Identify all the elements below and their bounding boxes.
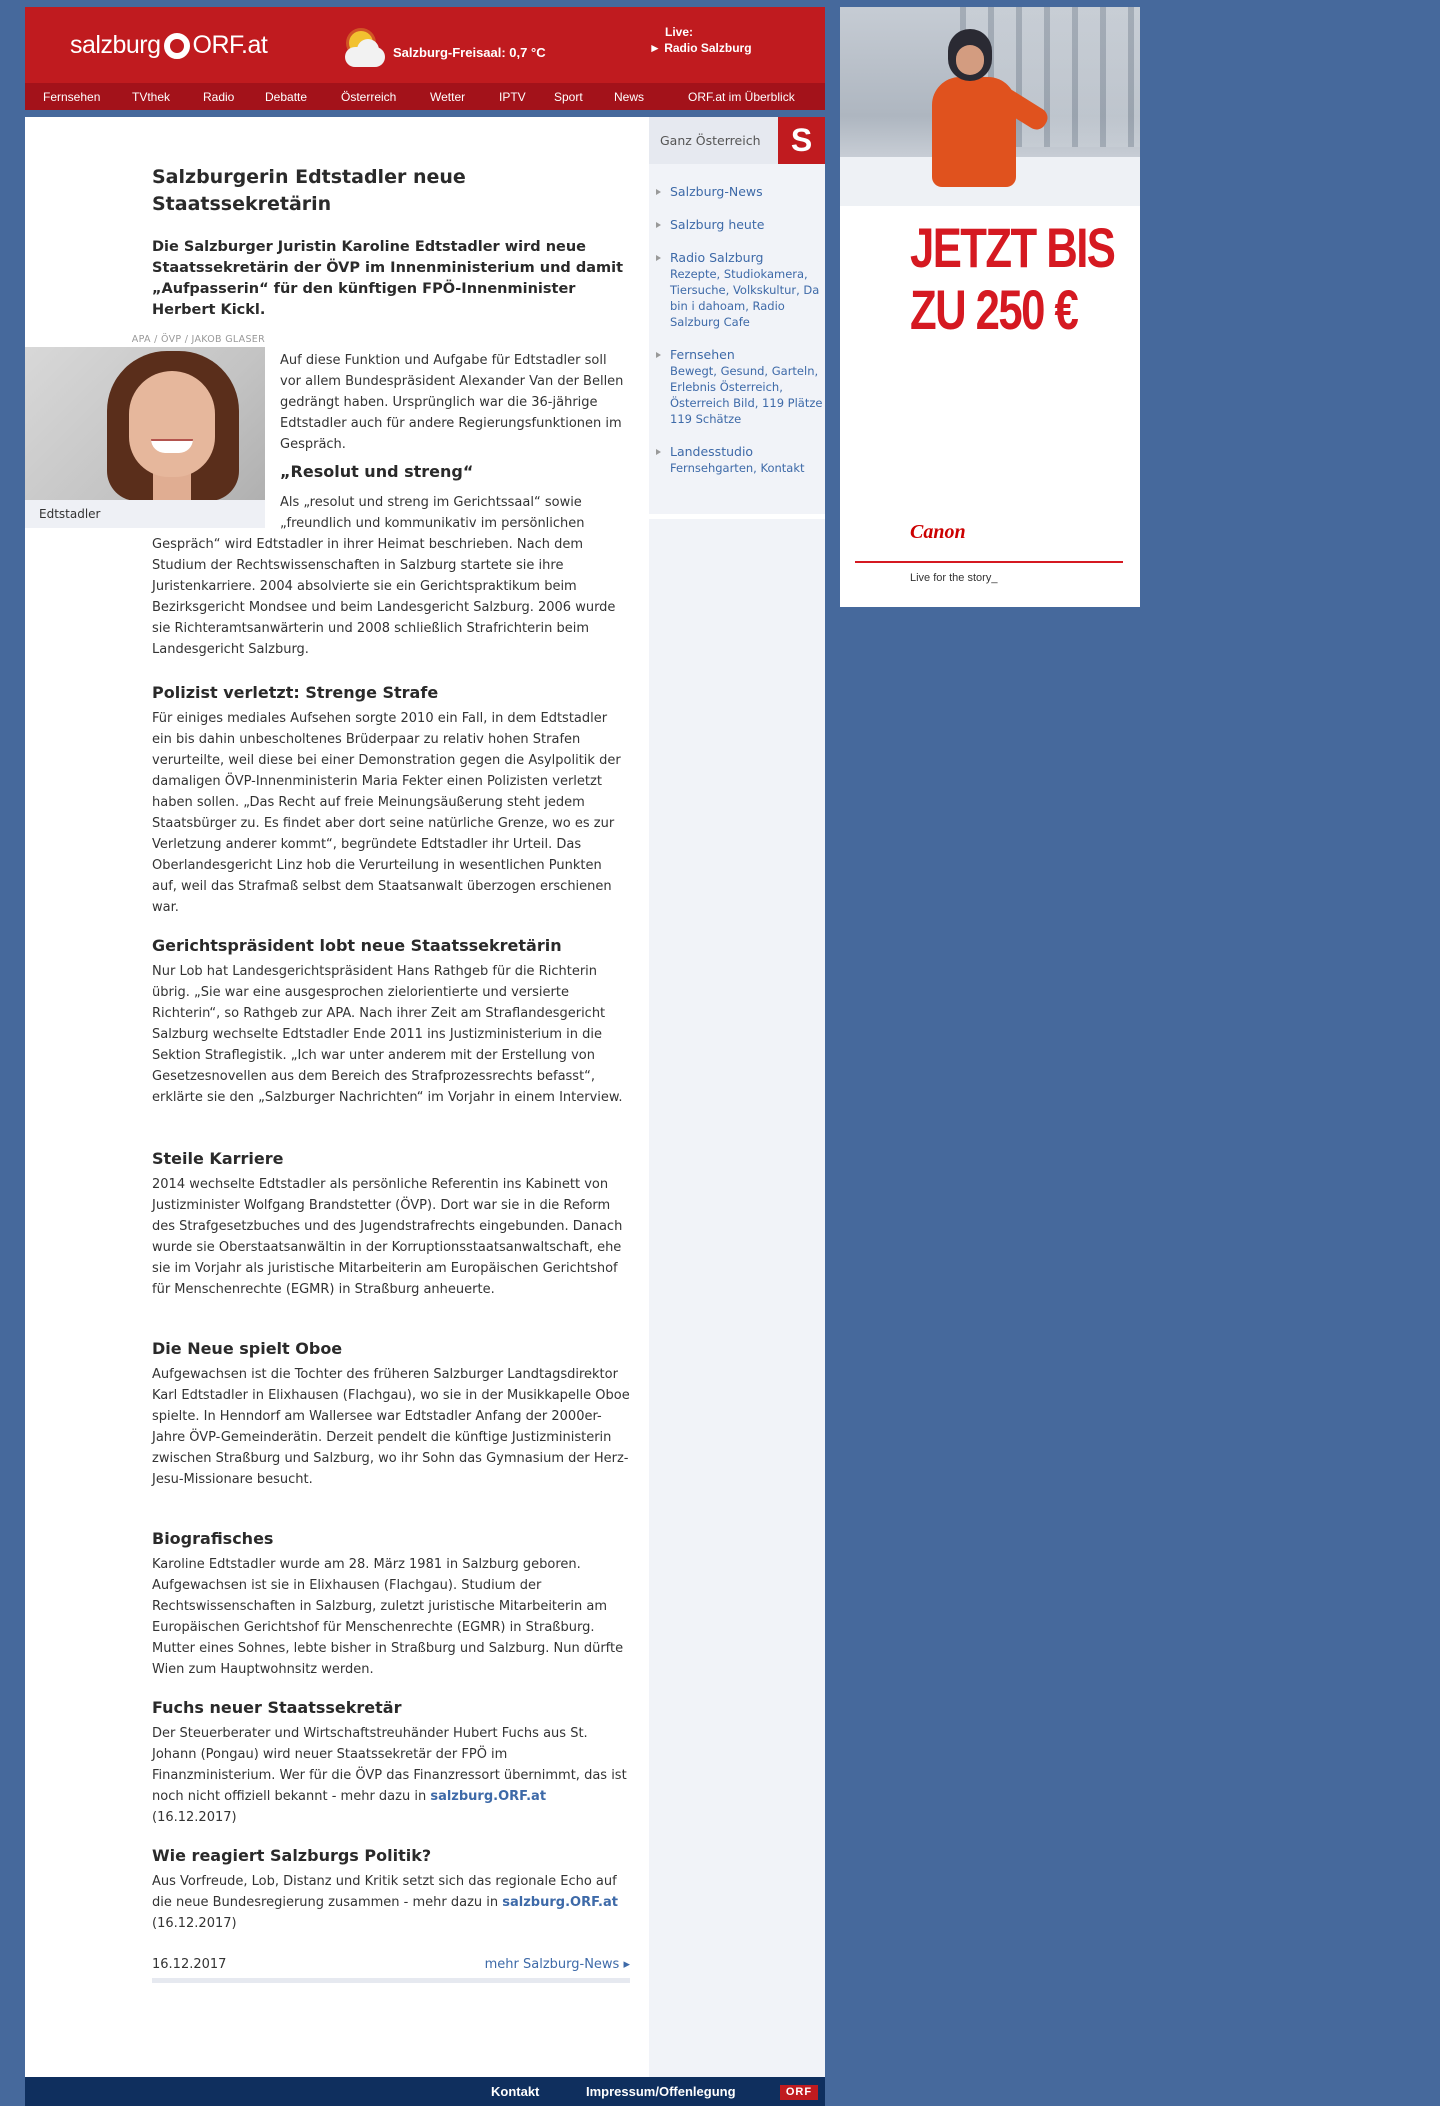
section-text-fuchs-content: Der Steuerberater und Wirtschaftstreuhänder Hubert Fuchs aus St. Johann (Pongau) wird neuer Staatssekretär der FPÖ im Finanzministerium. Wer für die ÖVP das Finanzressort übernimmt, das ist noch nicht offiziell bekannt - mehr dazu in bbox=[152, 1726, 627, 1804]
section-title-biografisches: Biografisches bbox=[152, 1529, 274, 1548]
section-text-oboe: Aufgewachsen ist die Tochter des früheren Salzburger Landtagsdirektor Karl Edtstadler in Elixhausen (Flachgau), wo sie in der Musikkapelle Oboe spielte. In Henndorf am Wallersee war Edtstadler Anfang der 2000er-Jahre ÖVP-Gemeinderätin. Derzeit pendelt die künftige Justizministerin zwischen Straßburg und Salzburg, wo ihr Sohn das Gymnasium der Herz-Jesu-Missionare besucht. bbox=[152, 1367, 630, 1487]
section-text-fuchs bbox=[152, 1723, 630, 1828]
section-text-steile-karriere: 2014 wechselte Edtstadler als persönliche Referentin ins Kabinett von Justizminister Wolfgang Brandstetter (ÖVP). Dort war sie in die Reform des Strafgesetzbuches und des Jugendstrafrechts eingebunden. Danach wurde sie Oberstaatsanwältin in der Korruptionsstaatsanwaltschaft, ehe sie im Vorjahr als juristische Mitarbeiterin am Europäischen Gerichtshof für Menschenrechte (EGMR) in Straßburg anheuerte. bbox=[152, 1177, 623, 1297]
section-title-polizist: Polizist verletzt: Strenge Strafe bbox=[152, 683, 439, 702]
main-nav bbox=[25, 83, 825, 110]
nav-item-radio[interactable]: Radio bbox=[203, 90, 235, 104]
sidebar-item-sub[interactable]: Bewegt, Gesund, Garteln, Erlebnis Österreich, Österreich Bild, 119 Plätze 119 Schätze bbox=[670, 364, 823, 426]
sidebar-item-title[interactable]: Salzburg heute bbox=[670, 217, 765, 232]
sidebar-item-fernsehen[interactable] bbox=[649, 347, 825, 427]
logo-suffix: ORF.at bbox=[192, 31, 268, 59]
nav-item-debatte[interactable]: Debatte bbox=[265, 90, 308, 104]
sidebar-item-title[interactable]: Salzburg-News bbox=[670, 184, 763, 199]
nav-item-tvthek[interactable]: TVthek bbox=[132, 90, 171, 104]
section-text-politik bbox=[152, 1871, 630, 1934]
section-title-resolut: „Resolut und streng“ bbox=[280, 462, 474, 481]
section-date: (16.12.2017) bbox=[152, 1810, 237, 1825]
more-news-link[interactable]: mehr Salzburg-News ▸ bbox=[484, 1957, 630, 1972]
section-text-polizist: Für einiges mediales Aufsehen sorgte 2010 ein Fall, in dem Edtstadler ein bis dahin unbescholtenes Brüderpaar zu relativ hohen Strafen verurteilte, weil diese bei einer Demonstration gegen die Asylpolitik der damaligen ÖVP-Innenministerin Maria Fekter einen Polizisten verletzt haben sollen. „Das Recht auf freie Meinungsäußerung steht jedem Staatsbürger zu. Es findet aber dort seine natürliche Grenze, wo es zur Verletzung anderer kommt“, begründete Edtstadler ihr Urteil. Das Oberlandesgericht Linz hob die Verurteilung in wesentlichen Punkten auf, weil das Strafmaß selbst dem Staatsanwalt überzogen erschienen war. bbox=[152, 711, 621, 915]
page bbox=[25, 7, 825, 2106]
salzburg-orf-link[interactable]: salzburg.ORF.at bbox=[430, 1789, 547, 1804]
logo-text: salzburg bbox=[70, 31, 161, 59]
section-text-resolut bbox=[152, 492, 630, 660]
orf-logo-icon[interactable]: ORF bbox=[780, 2085, 818, 2100]
section-text-resolut-content: Als „resolut und streng im Gerichtssaal“ sowie „freundlich und kommunikativ im persönlichen Gespräch“ wird Edtstadler in ihrer Heimat beschrieben. Nach dem Studium der Rechtswissenschaften in Salzburg startete sie ihre Juristenkarriere. 2004 absolvierte sie ein Gerichtspraktikum beim Bezirksgericht Mondsee und beim Landesgericht Salzburg. 2006 wurde sie Richteramtsanwärterin und 2008 schließlich Strafrichterin beim Landesgericht Salzburg. bbox=[152, 495, 616, 657]
footer bbox=[25, 2077, 825, 2106]
ad-headline-line-1: JETZT BIS bbox=[910, 216, 1115, 279]
sidebar-item-landesstudio[interactable] bbox=[649, 444, 825, 476]
triangle-right-icon bbox=[656, 449, 661, 455]
sidebar-item-salzburg-heute[interactable] bbox=[649, 217, 825, 233]
live-radio[interactable] bbox=[649, 24, 752, 56]
footer-impressum-link[interactable]: Impressum/Offenlegung bbox=[586, 2084, 736, 2099]
sidebar-item-salzburg-news[interactable] bbox=[649, 184, 825, 200]
section-text-biografisches: Karoline Edtstadler wurde am 28. März 1981 in Salzburg geboren. Aufgewachsen ist sie in Elixhausen (Flachgau). Studium der Rechtswissenschaften in Salzburg, zuletzt juristische Mitarbeiterin am Europäischen Gerichtshof für Menschenrechte (EGMR) in Straßburg. Mutter eines Sohnes, lebte bisher in Straßburg und Salzburg. Nun dürfte Wien zum Hauptwohnsitz werden. bbox=[152, 1557, 624, 1677]
portrait-photo bbox=[25, 347, 265, 500]
nav-item-iptv[interactable]: IPTV bbox=[499, 90, 526, 104]
ad-headline bbox=[910, 217, 1114, 341]
ad-brand-logo: Canon bbox=[910, 521, 966, 543]
section-date: (16.12.2017) bbox=[152, 1916, 237, 1931]
sidebar bbox=[649, 117, 825, 2077]
sidebar-item-sub[interactable]: Rezepte, Studiokamera, Tiersuche, Volkskultur, Da bin i dahoam, Radio Salzburg Cafe bbox=[670, 267, 820, 329]
triangle-right-icon bbox=[656, 189, 661, 195]
nav-item-news[interactable]: News bbox=[614, 90, 645, 104]
article bbox=[152, 164, 630, 321]
footer-kontakt-link[interactable]: Kontakt bbox=[491, 2084, 540, 2099]
nav-item-oesterreich[interactable]: Österreich bbox=[341, 90, 397, 104]
sidebar-list bbox=[649, 184, 825, 493]
section-title-oboe: Die Neue spielt Oboe bbox=[152, 1339, 343, 1358]
triangle-right-icon bbox=[656, 255, 661, 261]
triangle-right-icon bbox=[656, 352, 661, 358]
nav-item-wetter[interactable]: Wetter bbox=[430, 90, 466, 104]
weather-text: Salzburg-Freisaal: 0,7 °C bbox=[393, 44, 546, 60]
article-meta bbox=[152, 1957, 630, 1983]
photo-credit: APA / ÖVP / JAKOB GLASER bbox=[131, 334, 265, 345]
section-title-fuchs: Fuchs neuer Staatssekretär bbox=[152, 1698, 402, 1717]
sidebar-item-title[interactable]: Radio Salzburg bbox=[670, 250, 764, 265]
ganz-oesterreich-link[interactable]: Ganz Österreich bbox=[660, 133, 761, 148]
ad-headline-line-2: ZU 250 € bbox=[910, 278, 1078, 341]
photo-caption: Edtstadler bbox=[25, 500, 265, 528]
article-intro: Auf diese Funktion und Aufgabe für Edtstadler soll vor allem Bundespräsident Alexander Van der Bellen gedrängt haben. Ursprünglich war die 36-jährige Edtstadler auch für andere Regierungsfunktionen im Gespräch. bbox=[280, 353, 624, 452]
nav-item-fernsehen[interactable]: Fernsehen bbox=[43, 90, 101, 104]
weather-widget[interactable] bbox=[343, 29, 546, 75]
sidebar-item-radio-salzburg[interactable] bbox=[649, 250, 825, 330]
site-logo[interactable] bbox=[70, 31, 267, 60]
section-text-gerichtspraesident: Nur Lob hat Landesgerichtspräsident Hans Rathgeb für die Richterin übrig. „Sie war eine ausgesprochen zielorientierte und versierte Richterin“, so Rathgeb zur APA. Nach ihrer Zeit am Straflandesgericht Salzburg wechselte Edtstadler Ende 2011 ins Justizministerium in die Sektion Straflegistik. „Ich war unter anderem mit der Erstellung von Gesetzesnovellen aus dem Bereich des Strafprozessrechts befasst“, erklärte sie den „Salzburger Nachrichten“ im Vorjahr in einem Interview. bbox=[152, 964, 623, 1105]
article-lead: Die Salzburger Juristin Karoline Edtstadler wird neue Staatssekretärin der ÖVP im Innenministerium und damit „Aufpasserin“ für den künftigen FPÖ-Innenminister Herbert Kickl. bbox=[152, 239, 623, 318]
section-text-politik-content: Aus Vorfreude, Lob, Distanz und Kritik setzt sich das regionale Echo auf die neue Bundesregierung zusammen - mehr dazu in bbox=[152, 1874, 617, 1910]
article-title: Salzburgerin Edtstadler neue Staatssekretärin bbox=[152, 166, 466, 215]
triangle-right-icon bbox=[656, 222, 661, 228]
advertisement[interactable] bbox=[840, 7, 1140, 607]
live-label: Live: bbox=[665, 25, 694, 39]
section-title-steile-karriere: Steile Karriere bbox=[152, 1149, 284, 1168]
live-station-link[interactable]: ► Radio Salzburg bbox=[649, 41, 752, 55]
sidebar-item-sub[interactable]: Fernsehgarten, Kontakt bbox=[670, 461, 805, 475]
article-date: 16.12.2017 bbox=[152, 1957, 227, 1972]
salzburg-orf-link[interactable]: salzburg.ORF.at bbox=[502, 1895, 618, 1910]
float-spacer bbox=[152, 492, 280, 534]
orf-ring-icon bbox=[164, 33, 190, 59]
weather-cloudy-icon bbox=[343, 29, 389, 75]
header bbox=[25, 7, 825, 83]
ad-photo bbox=[840, 7, 1140, 206]
ad-divider bbox=[855, 561, 1123, 563]
sidebar-divider bbox=[649, 514, 825, 519]
sidebar-item-title[interactable]: Fernsehen bbox=[670, 347, 735, 362]
section-title-gerichtspraesident: Gerichtspräsident lobt neue Staatssekretärin bbox=[152, 936, 562, 955]
ad-tagline: Live for the story_ bbox=[910, 572, 998, 584]
content-area bbox=[25, 117, 649, 2077]
section-title-politik: Wie reagiert Salzburgs Politik? bbox=[152, 1846, 432, 1865]
salzburg-badge-icon[interactable]: S bbox=[778, 117, 825, 164]
nav-item-sport[interactable]: Sport bbox=[554, 90, 583, 104]
nav-item-overview[interactable]: ORF.at im Überblick bbox=[688, 90, 795, 104]
sidebar-item-title[interactable]: Landesstudio bbox=[670, 444, 754, 459]
